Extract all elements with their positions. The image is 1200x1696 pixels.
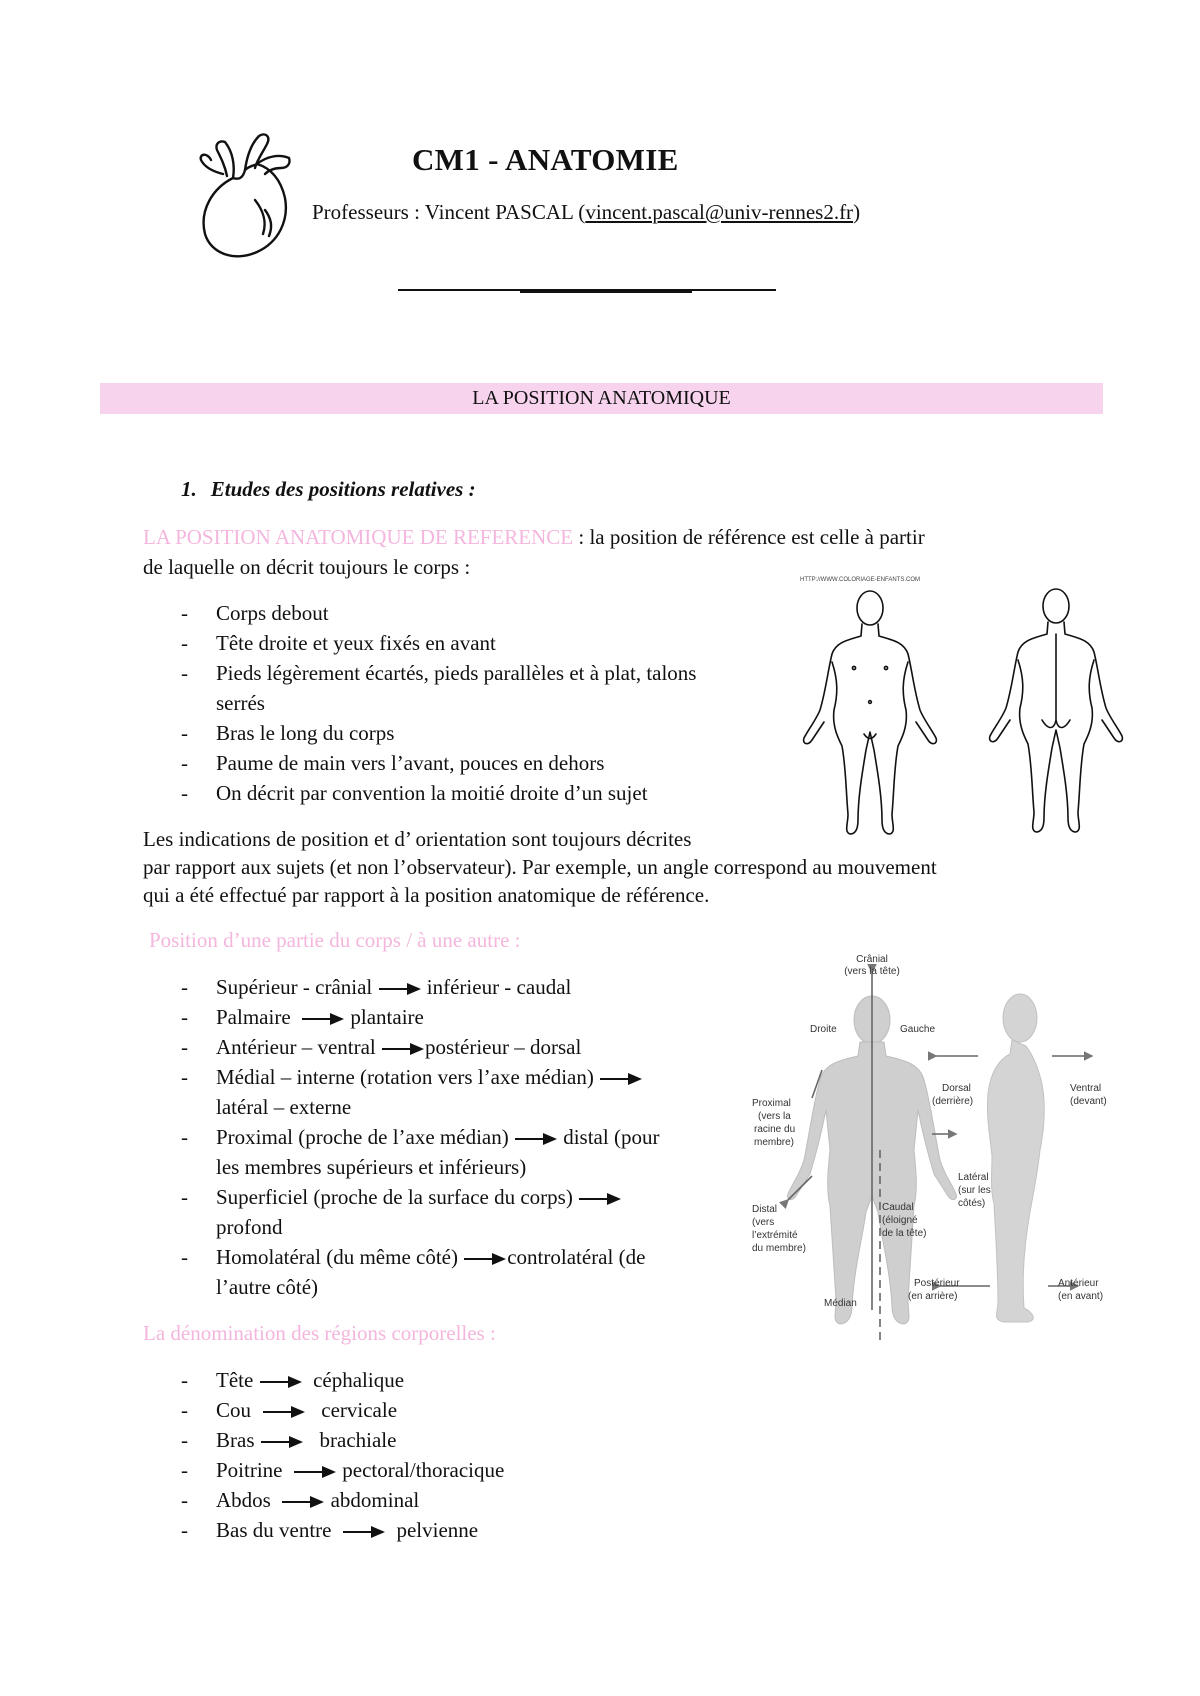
bullet-dash: -: [181, 1185, 188, 1209]
bullet-dash: -: [181, 601, 188, 625]
list-item: Homolatéral (du même côté) controlatéral (de: [216, 1245, 646, 1269]
bullet-dash: -: [181, 1065, 188, 1089]
heading-label: Etudes des positions relatives :: [210, 477, 476, 501]
list-item: Tête céphalique: [216, 1368, 405, 1392]
professor-email-link[interactable]: vincent.pascal@univ-rennes2.fr: [585, 200, 854, 224]
label-caudal: Caudal: [882, 1202, 914, 1213]
arrow-right-icon: [342, 1525, 386, 1539]
label-distal-sub: l’extrémité: [752, 1230, 798, 1241]
list-item: Bas du ventre pelvienne: [216, 1518, 479, 1542]
list-item-continuation: l’autre côté): [216, 1275, 319, 1299]
arrow-right-icon: [378, 982, 422, 996]
bullet-dash: -: [181, 631, 188, 655]
side-body-silhouette: [987, 994, 1044, 1322]
heart-logo-icon: [193, 130, 299, 262]
list-item: Proximal (proche de l’axe médian) distal (pour: [216, 1125, 660, 1149]
bullet-dash: -: [181, 1428, 188, 1452]
list-item: Abdos abdominal: [216, 1488, 420, 1512]
arrow-right-icon: [301, 1012, 345, 1026]
label-lateral: Latéral: [958, 1172, 989, 1183]
list-item: Antérieur – ventral postérieur – dorsal: [216, 1035, 582, 1059]
list-item-continuation: serrés: [216, 691, 265, 715]
label-anterieur: Antérieur: [1058, 1278, 1099, 1289]
bullet-dash: -: [181, 1245, 188, 1269]
professor-line: [312, 200, 860, 225]
label-median: Médian: [824, 1298, 857, 1309]
list-item: Médial – interne (rotation vers l’axe médian): [216, 1063, 643, 1093]
indications-line1: Les indications de position et d’ orientation sont toujours décrites: [143, 827, 692, 851]
bullet-dash: -: [181, 1398, 188, 1422]
bullet-dash: -: [181, 1518, 188, 1542]
arrow-right-icon: [463, 1252, 507, 1266]
reference-text-line1: : la position de référence est celle à partir: [573, 525, 925, 549]
arrow-right-icon: [260, 1435, 304, 1449]
label-ventral: Ventral: [1070, 1083, 1102, 1094]
label-lateral-sub: côtés): [958, 1198, 986, 1209]
list-item: On décrit par convention la moitié droite d’un sujet: [216, 781, 648, 805]
label-dorsal-sub: (derrière): [932, 1096, 974, 1107]
list-item: Corps debout: [216, 601, 329, 625]
anatomical-position-figure: [798, 570, 1128, 842]
label-proximal-sub: racine du: [754, 1124, 796, 1135]
label-dorsal: Dorsal: [942, 1083, 971, 1094]
label-distal-sub: du membre): [752, 1243, 806, 1254]
back-body-outline: [990, 589, 1123, 832]
bullet-dash: -: [181, 1035, 188, 1059]
bullet-dash: -: [181, 1125, 188, 1149]
label-distal: Distal: [752, 1204, 778, 1215]
heading-relative-positions: [181, 477, 476, 502]
section-title-band: LA POSITION ANATOMIQUE: [100, 383, 1103, 414]
anatomical-directions-figure: [752, 950, 1112, 1350]
reference-text-line2: de laquelle on décrit toujours le corps :: [143, 555, 471, 579]
label-caudal-sub: (éloigné: [882, 1215, 918, 1226]
arrow-right-icon: [578, 1192, 622, 1206]
list-item: Paume de main vers l’avant, pouces en dehors: [216, 751, 605, 775]
list-item: Supérieur - crânial inférieur - caudal: [216, 975, 572, 999]
label-distal-sub: (vers: [752, 1217, 775, 1228]
reference-label: LA POSITION ANATOMIQUE DE REFERENCE: [143, 525, 574, 549]
label-anterieur-sub: (en avant): [1058, 1291, 1104, 1302]
professor-name: Professeurs : Vincent PASCAL (: [312, 200, 586, 224]
arrow-right-icon: [599, 1072, 643, 1086]
label-lateral-sub: (sur les: [958, 1185, 991, 1196]
arrow-right-icon: [259, 1375, 303, 1389]
arrow-right-icon: [514, 1132, 558, 1146]
bullet-dash: -: [181, 721, 188, 745]
list-item: Cou cervicale: [216, 1398, 398, 1422]
heading-number: 1.: [181, 477, 197, 501]
list-item: Tête droite et yeux fixés en avant: [216, 631, 496, 655]
bullet-dash: -: [181, 1458, 188, 1482]
list-item: Pieds légèrement écartés, pieds parallèles et à plat, talons: [216, 661, 697, 685]
bullet-dash: -: [181, 781, 188, 805]
label-cranial-sub: (vers la tête): [844, 966, 900, 977]
list-item: Poitrine pectoral/thoracique: [216, 1458, 505, 1482]
front-body-outline: [804, 591, 937, 834]
label-proximal-sub: (vers la: [758, 1111, 791, 1122]
list-item: Superficiel (proche de la surface du corps): [216, 1183, 622, 1213]
list-item: Bras brachiale: [216, 1428, 397, 1452]
bullet-dash: -: [181, 661, 188, 685]
bullet-dash: -: [181, 751, 188, 775]
list-item-continuation: profond: [216, 1215, 283, 1239]
label-cranial: Crânial: [856, 954, 888, 965]
relative-position-label: Position d’une partie du corps / à une autre :: [149, 928, 521, 952]
label-gauche: Gauche: [900, 1024, 936, 1035]
bullet-dash: -: [181, 1005, 188, 1029]
list-item-continuation: les membres supérieurs et inférieurs): [216, 1155, 527, 1179]
title-divider-accent: [520, 291, 692, 293]
indications-line2: par rapport aux sujets (et non l’observateur). Par exemple, un angle correspond au mouvement: [143, 855, 937, 879]
indications-line3: qui a été effectué par rapport à la position anatomique de référence.: [143, 883, 710, 907]
arrow-right-icon: [262, 1405, 306, 1419]
label-ventral-sub: (devant): [1070, 1096, 1107, 1107]
figure-caption: HTTP://WWW.COLORIAGE-ENFANTS.COM: [800, 577, 920, 583]
arrow-right-icon: [293, 1465, 337, 1479]
arrow-right-icon: [281, 1495, 325, 1509]
bullet-dash: -: [181, 1488, 188, 1512]
arrow-right-icon: [381, 1042, 425, 1056]
bullet-dash: -: [181, 975, 188, 999]
list-item: Palmaire plantaire: [216, 1005, 424, 1029]
list-item: Bras le long du corps: [216, 721, 395, 745]
reference-paragraph: [143, 523, 925, 552]
label-droite: Droite: [810, 1024, 837, 1035]
label-caudal-sub: de la tête): [882, 1228, 927, 1239]
label-proximal-sub: membre): [754, 1137, 795, 1148]
bullet-dash: -: [181, 1368, 188, 1392]
label-proximal: Proximal: [752, 1098, 791, 1109]
professor-suffix: ): [853, 200, 861, 224]
list-item-continuation: latéral – externe: [216, 1095, 352, 1119]
label-posterieur: Postérieur: [914, 1278, 960, 1289]
page-title: CM1 - ANATOMIE: [412, 142, 679, 177]
regions-label: La dénomination des régions corporelles :: [143, 1321, 496, 1345]
label-posterieur-sub: (en arrière): [908, 1291, 958, 1302]
